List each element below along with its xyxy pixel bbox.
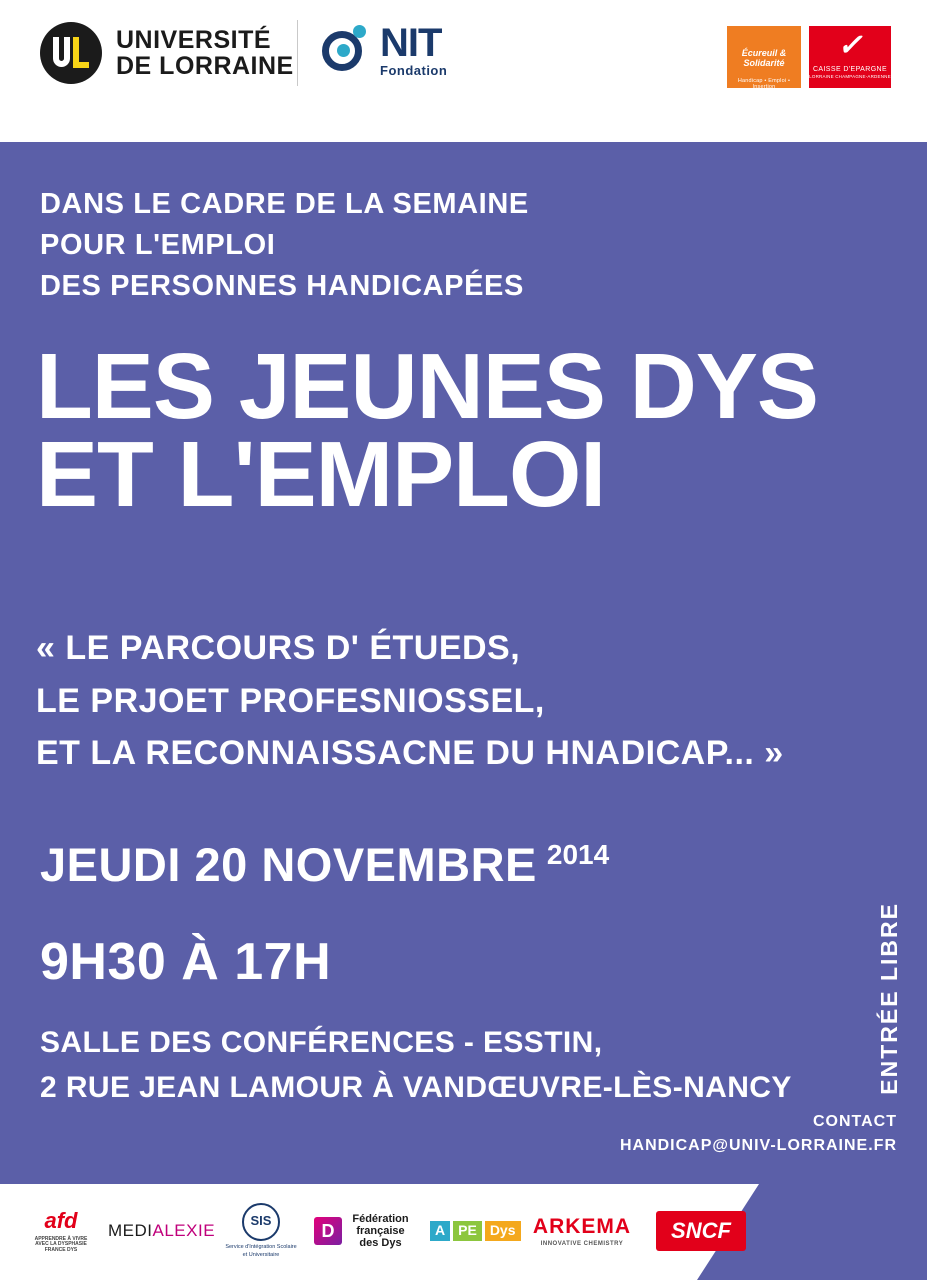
- caisse-epargne-logo: [809, 26, 891, 88]
- kicker-line-2: POUR L'EMPLOI: [40, 229, 276, 262]
- partner-logos: [30, 1200, 746, 1262]
- title-line-1: LES JEUNES DYS: [36, 334, 818, 438]
- poster-header: [0, 0, 927, 142]
- apedys-block-dys: Dys: [485, 1221, 521, 1240]
- subtitle-line-2: LE PRJOET PROFESNIOSSEL,: [36, 681, 545, 720]
- partner-sis-logo: [224, 1200, 298, 1262]
- medialexie-part-2: ALEXIE: [152, 1220, 216, 1240]
- event-venue: [40, 1020, 792, 1110]
- caisse-epargne-name: CAISSE D'EPARGNE: [812, 66, 888, 73]
- ffdys-line-2: des Dys: [359, 1237, 402, 1250]
- ecureuil-solidarite-logo: [727, 26, 801, 88]
- partner-arkema-logo: [524, 1200, 640, 1262]
- page-title: [36, 334, 818, 527]
- apedys-block-pe: PE: [453, 1221, 482, 1240]
- nit-fondation-logo: [322, 21, 448, 78]
- event-date-text: JEUDI 20 NOVEMBRE: [40, 838, 537, 891]
- partner-ffdys-logo: [314, 1200, 414, 1262]
- poster-footer: [0, 1184, 927, 1280]
- nit-name: NIT: [380, 21, 442, 65]
- poster-subtitle: [36, 622, 784, 780]
- contact-label: CONTACT: [812, 1113, 897, 1130]
- contact-email[interactable]: HANDICAP@UNIV-LORRAINE.FR: [619, 1137, 897, 1154]
- ul-monogram-icon: [40, 22, 102, 84]
- title-line-2: ET L'EMPLOI: [36, 422, 606, 527]
- universite-de-lorraine-logo: [40, 22, 294, 84]
- ecureuil-line-1: Écureuil &: [741, 48, 787, 58]
- contact-block: [620, 1110, 897, 1158]
- arkema-label: ARKEMA: [532, 1214, 632, 1238]
- poster-kicker: [40, 184, 529, 308]
- partner-sncf-logo: SNCF: [656, 1211, 746, 1251]
- afd-label: afd: [44, 1207, 78, 1233]
- kicker-line-1: DANS LE CADRE DE LA SEMAINE: [40, 188, 529, 220]
- subtitle-line-3: ET LA RECONNAISSACNE DU HNADICAP... »: [36, 734, 784, 773]
- universite-de-lorraine-wordmark: [116, 27, 294, 80]
- ecureuil-line-2: Solidarité: [743, 58, 785, 69]
- nit-tagline: Fondation: [380, 63, 448, 78]
- nit-circle-icon: [322, 25, 374, 77]
- kicker-line-3: DES PERSONNES HANDICAPÉES: [40, 270, 524, 303]
- poster-main: [0, 142, 927, 1184]
- partner-medialexie-logo: [108, 1200, 216, 1262]
- event-date: [40, 837, 609, 892]
- medialexie-part-1: MEDI: [108, 1220, 153, 1240]
- caisse-epargne-region: LORRAINE CHAMPAGNE-ARDENNE: [809, 74, 891, 80]
- ffdys-line-1: Fédération française: [352, 1212, 409, 1237]
- free-entry-label: ENTRÉE LIBRE: [876, 902, 902, 1095]
- nit-wordmark: [380, 21, 448, 78]
- subtitle-line-1: « LE PARCOURS D' ÉTUEDS,: [36, 629, 521, 667]
- event-year: 2014: [546, 839, 610, 871]
- ffdys-initial-icon: D: [314, 1217, 342, 1245]
- university-line-1: UNIVERSITÉ: [116, 25, 272, 54]
- sis-subtitle: Service d'Intégration Scolaire et Universitaire: [225, 1244, 297, 1258]
- venue-line-1: SALLE DES CONFÉRENCES - ESSTIN,: [40, 1026, 603, 1059]
- venue-line-2: 2 RUE JEAN LAMOUR À VANDŒUVRE-LÈS-NANCY: [40, 1071, 792, 1104]
- caisse-epargne-glyph-icon: ✓: [837, 29, 863, 62]
- partner-afd-logo: [30, 1200, 92, 1262]
- ecureuil-subtitle: Handicap • Emploi • Insertion: [737, 77, 791, 90]
- event-hours: 9H30 À 17H: [40, 933, 332, 991]
- apedys-block-a: A: [430, 1221, 450, 1240]
- university-line-2: DE LORRAINE: [116, 52, 294, 80]
- partner-apedys-logo: [430, 1200, 516, 1262]
- arkema-subtitle: INNOVATIVE CHEMISTRY: [540, 1240, 624, 1247]
- afd-subtitle: APPRENDRE À VIVRE AVEC LA DYSPHASIE FRANCE DYS: [34, 1235, 88, 1253]
- sis-badge-icon: SIS: [242, 1203, 280, 1241]
- header-divider: [297, 20, 298, 86]
